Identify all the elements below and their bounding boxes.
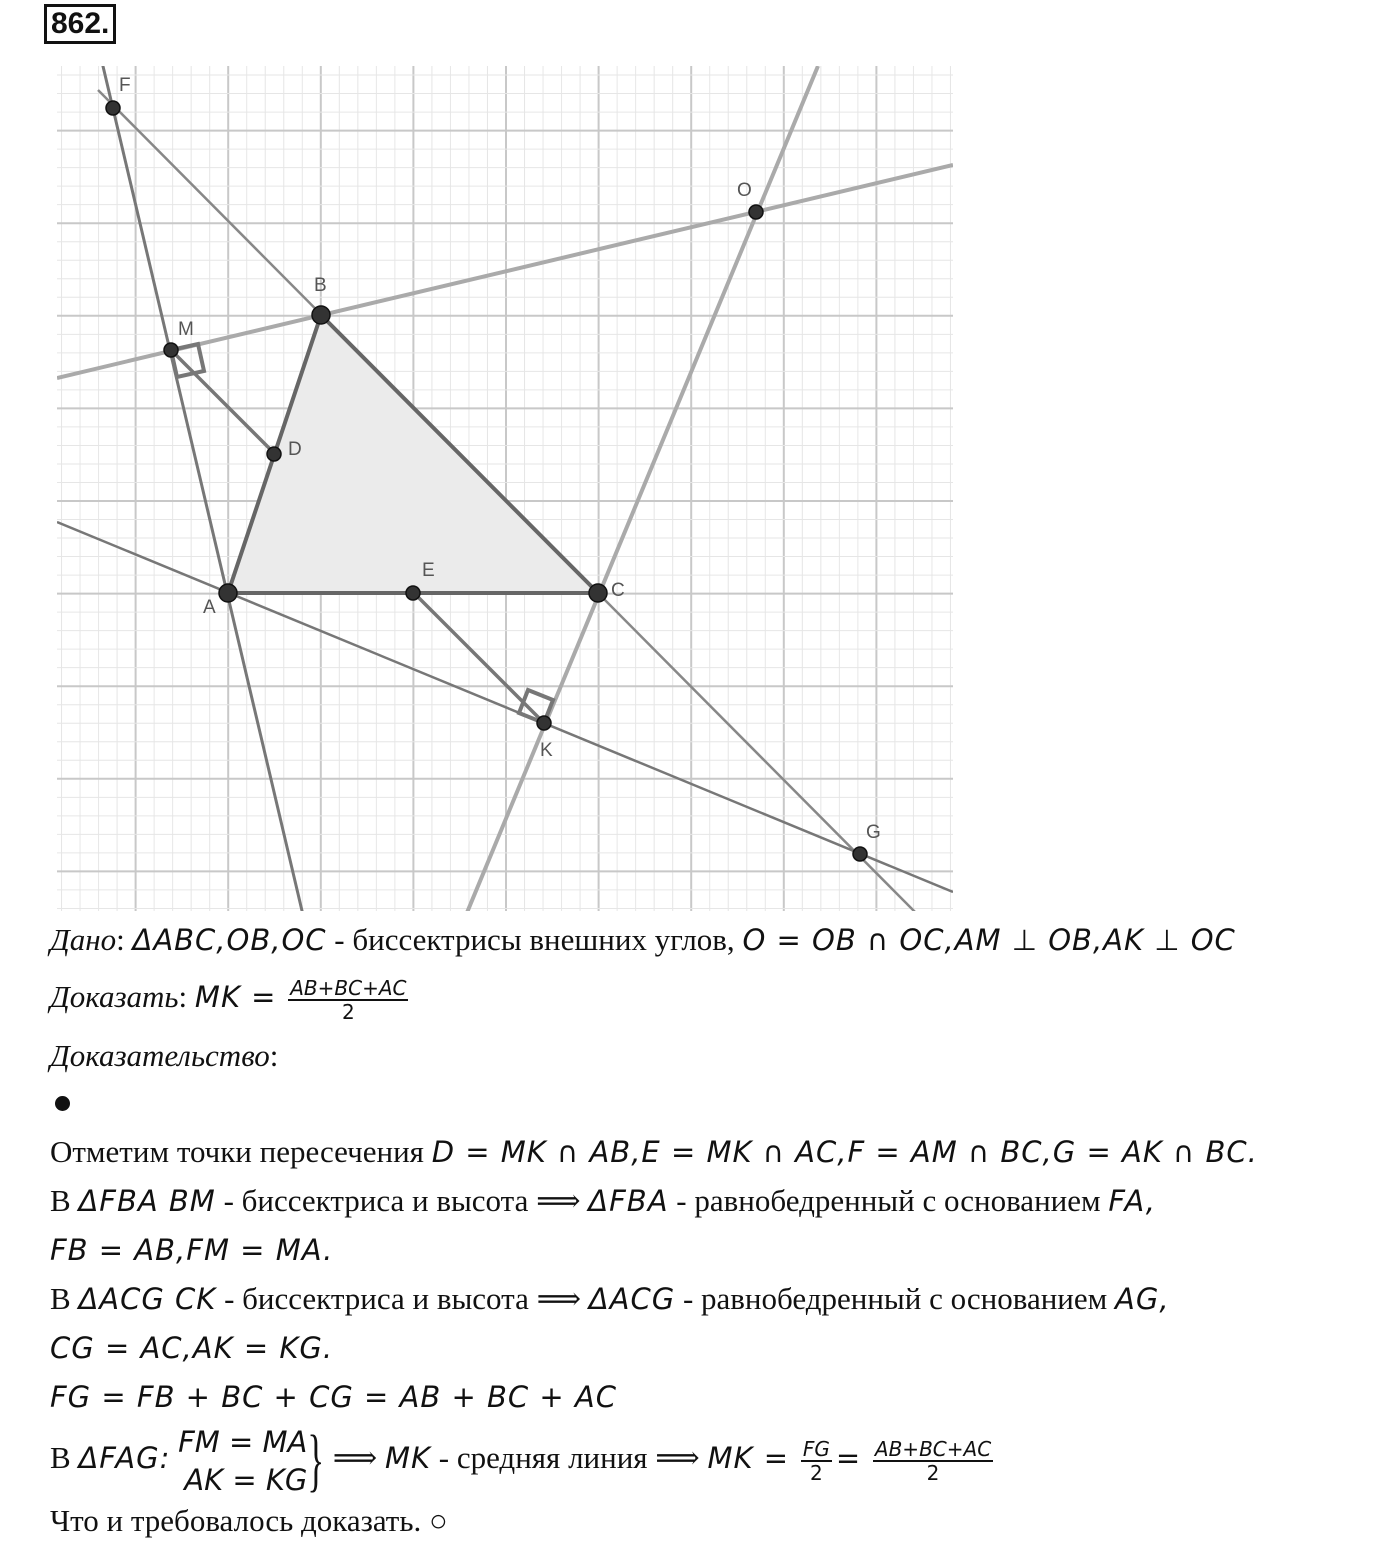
point-D	[267, 447, 281, 461]
equals-sign: =	[835, 1441, 862, 1475]
text: - равнобедренный с основанием	[668, 1183, 1109, 1218]
label-K: K	[540, 740, 553, 761]
conclusion-line	[50, 1501, 448, 1541]
label-M: M	[178, 319, 194, 340]
prove-fraction	[288, 977, 408, 1023]
math: FB = AB,FM = MA.	[50, 1233, 334, 1267]
label-G: G	[866, 822, 881, 843]
proof-line-1	[50, 1132, 1258, 1172]
text: - равнобедренный с основанием	[675, 1281, 1116, 1316]
text: В	[50, 1183, 79, 1218]
math: FA,	[1108, 1184, 1156, 1218]
label-B: B	[314, 275, 327, 296]
given-label: Дано	[50, 922, 117, 957]
point-C	[589, 584, 607, 602]
label-O: O	[737, 180, 752, 201]
label-E: E	[422, 560, 435, 581]
equation-system	[178, 1423, 307, 1499]
text: ⟹	[325, 1440, 385, 1475]
math: ΔACG CK	[78, 1282, 217, 1316]
proof-heading: Доказательство:	[50, 1038, 279, 1073]
given-math-1: ΔABC,OB,OC	[132, 923, 327, 957]
math: FG = FB + BC + CG = AB + BC + AC	[50, 1380, 617, 1414]
proof-line-6	[50, 1377, 617, 1417]
math: D = MK ∩ AB,E = MK ∩ AC,F = AM ∩ BC,G = AK ∩ BC.	[431, 1135, 1258, 1169]
proof-line-2	[50, 1181, 1156, 1221]
prove-line: Доказать: MK = $\frac{AB+BC+AC}{2}$	[50, 976, 407, 1024]
bullet-point	[55, 1096, 70, 1111]
text: В	[50, 1281, 79, 1316]
point-M	[164, 343, 178, 357]
point-A	[219, 584, 237, 602]
fraction-denominator: 2	[926, 1460, 940, 1485]
text: - биссектриса и высота ⟹	[216, 1281, 589, 1316]
problem-number: 862.	[44, 4, 116, 44]
fraction-denominator: 2	[809, 1460, 823, 1485]
prove-fraction-denominator: 2	[341, 1000, 355, 1024]
proof-line-3	[50, 1230, 333, 1270]
fraction-fg	[801, 1438, 832, 1484]
proof-line-5	[50, 1328, 333, 1368]
point-G	[853, 847, 867, 861]
point-K	[537, 716, 551, 730]
fraction-numerator: AB+BC+AC	[874, 1436, 992, 1461]
math: MK =	[707, 1441, 790, 1475]
label-D: D	[288, 439, 302, 460]
point-F	[106, 101, 120, 115]
fraction-sum	[873, 1438, 993, 1484]
proof-line-7	[50, 1420, 997, 1499]
math: ΔFAG:	[78, 1441, 171, 1475]
text: В	[50, 1440, 79, 1475]
math: ΔFBA BM	[78, 1184, 216, 1218]
given-line: Дано: ΔABC,OB,OC - биссектрисы внешних углов, O = OB ∩ OC,AM ⊥ OB,AK ⊥ OC	[50, 922, 1236, 957]
system-eq-2: AK = KG	[184, 1462, 308, 1497]
grid	[43, 38, 953, 911]
math: MK	[384, 1441, 431, 1475]
label-C: C	[611, 580, 625, 601]
given-text: - биссектрисы внешних углов,	[326, 922, 743, 957]
point-B	[312, 306, 330, 324]
prove-math: MK =	[194, 980, 277, 1015]
fraction-numerator: FG	[802, 1436, 830, 1461]
point-E	[406, 586, 420, 600]
math: CG = AC,AK = KG.	[50, 1331, 334, 1365]
label-A: A	[203, 597, 216, 618]
system-eq-1: FM = MA	[178, 1424, 308, 1459]
prove-fraction-numerator: AB+BC+AC	[290, 976, 407, 1000]
proof-label: Доказательство	[50, 1038, 270, 1073]
math: AG,	[1115, 1282, 1170, 1316]
text: - средняя линия ⟹	[431, 1440, 708, 1475]
label-F: F	[119, 75, 131, 96]
text: - биссектриса и высота ⟹	[215, 1183, 589, 1218]
conclusion-text: Что и требовалось доказать. ○	[50, 1503, 448, 1538]
math: ΔACG	[588, 1282, 676, 1316]
prove-label: Доказать	[50, 979, 179, 1015]
brace: }	[307, 1421, 325, 1499]
math: ΔFBA	[588, 1184, 669, 1218]
text: Отметим точки пересечения	[50, 1134, 432, 1169]
given-math-2: O = OB ∩ OC,AM ⊥ OB,AK ⊥ OC	[742, 923, 1236, 957]
point-O	[749, 205, 763, 219]
proof-line-4	[50, 1279, 1170, 1319]
